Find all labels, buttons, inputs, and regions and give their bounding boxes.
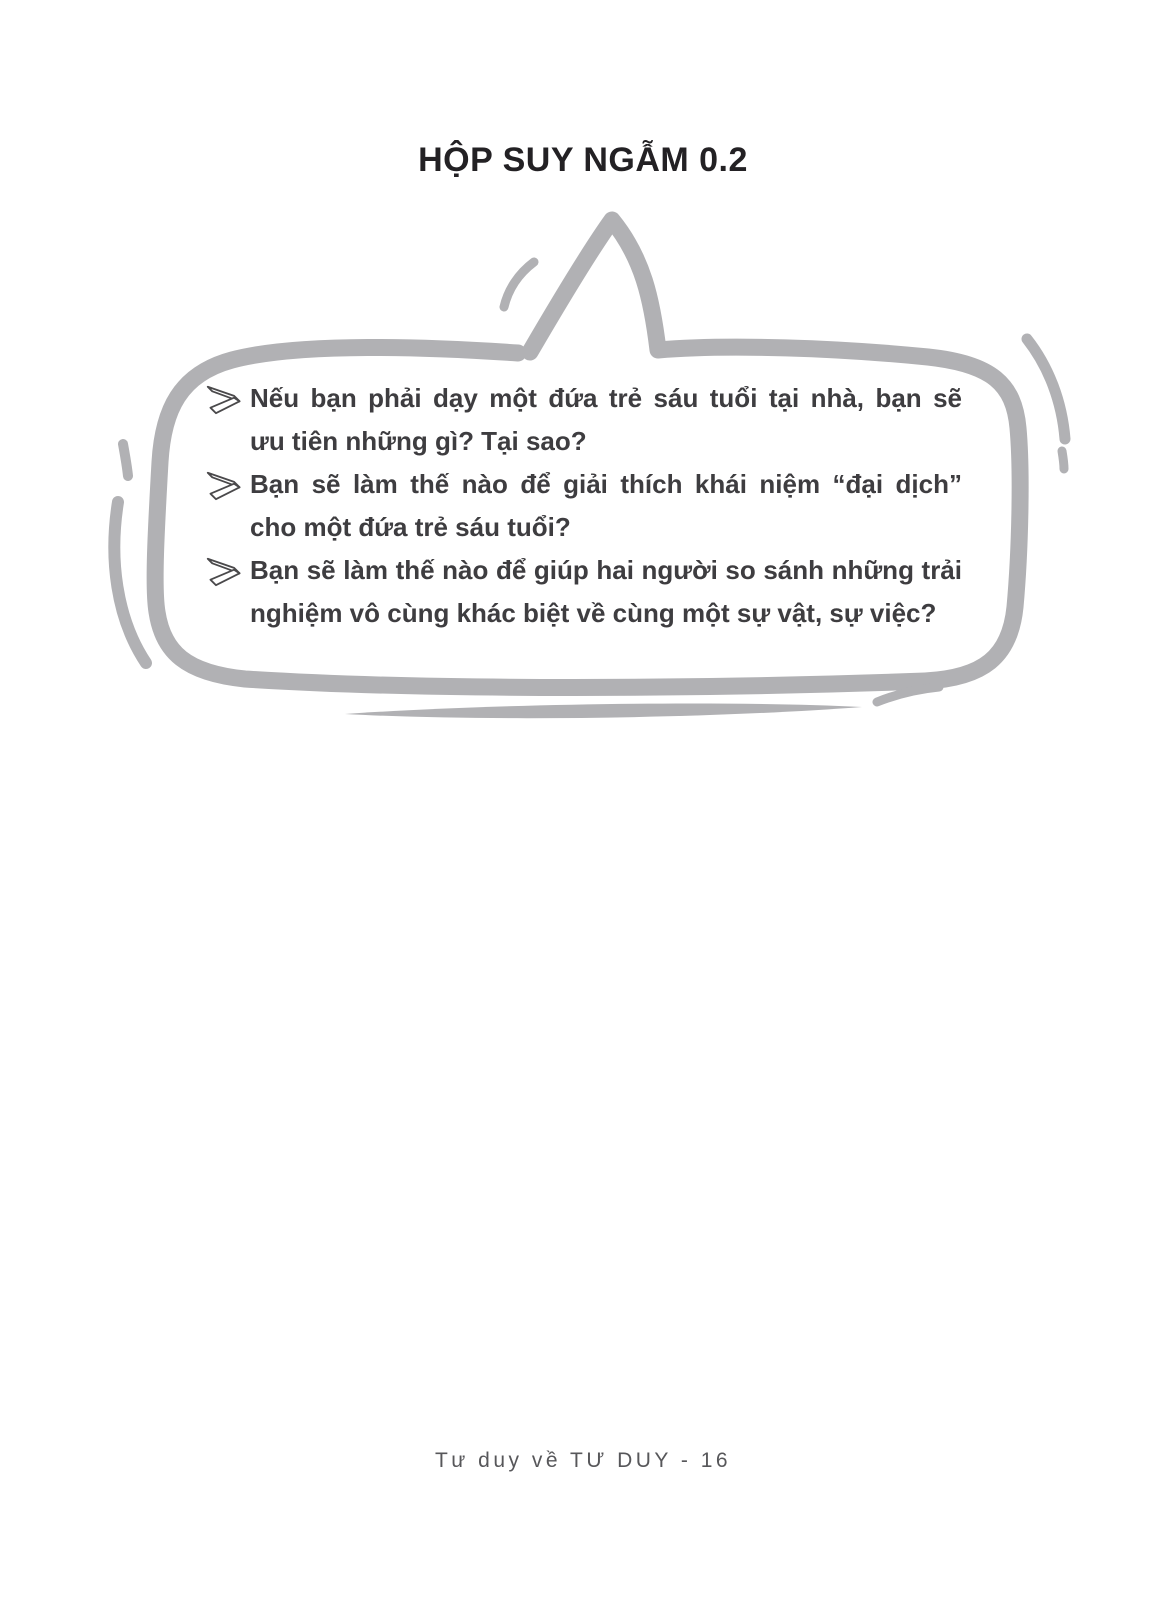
bottom-swoosh [345,703,862,718]
question-line: cho một đứa trẻ sáu tuổi? [250,512,571,542]
arrow-bullet-icon [205,381,245,418]
question-line: Bạn sẽ làm thế nào để giải thích khái niệm “đại dịch” [250,469,962,499]
arrow-bullet-icon [205,553,245,590]
left-small-dash [123,444,128,476]
question-line: Bạn sẽ làm thế nào để giúp hai người so sánh những trải [250,555,962,585]
list-item [205,463,962,549]
question-line: nghiệm vô cùng khác biệt về cùng một sự vật, sự việc? [250,598,937,628]
right-accent-stroke [1027,339,1065,439]
page-title: HỘP SUY NGẪM 0.2 [418,141,748,179]
question-line: Nếu bạn phải dạy một đứa trẻ sáu tuổi tại nhà, bạn sẽ [250,383,962,413]
question-list [205,377,962,635]
arrow-bullet-icon [205,467,245,504]
page-footer: Tư duy về TƯ DUY - 16 [434,1449,732,1472]
right-accent-dot [1062,451,1064,469]
list-item [205,549,962,635]
tail-curl-stroke [504,262,534,307]
list-item [205,377,962,463]
question-line: ưu tiên những gì? Tại sao? [250,426,587,456]
left-long-dash [114,502,146,663]
